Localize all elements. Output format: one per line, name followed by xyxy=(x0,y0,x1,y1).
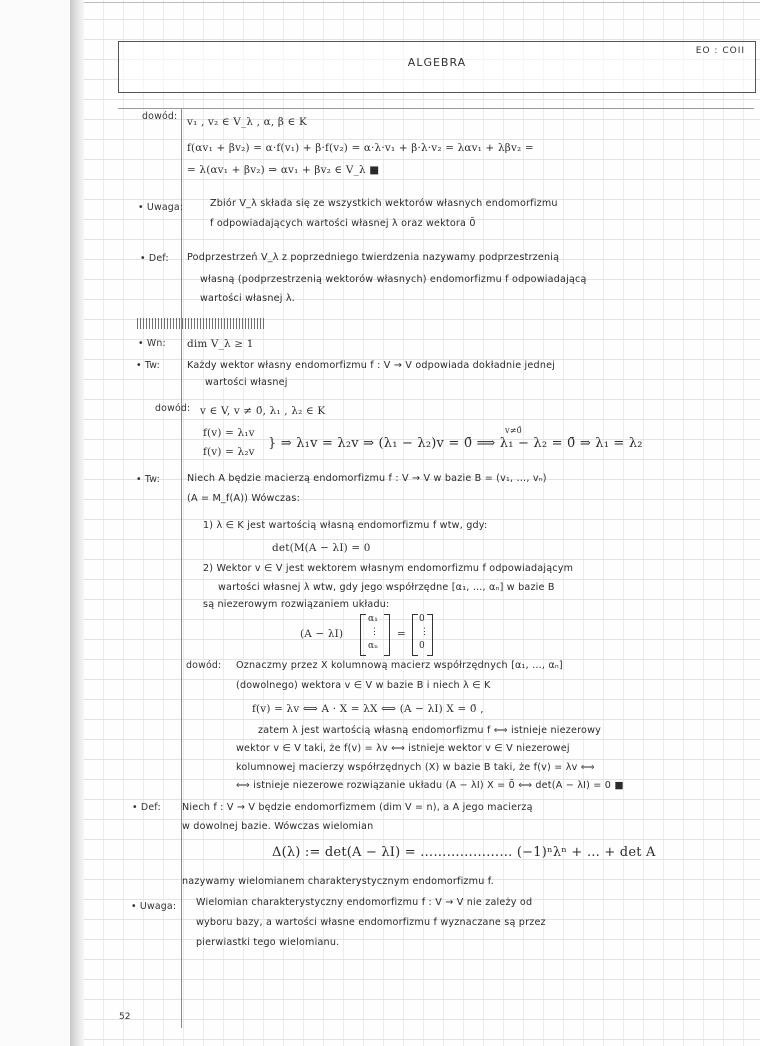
vector-entry-first: α₁ xyxy=(368,614,379,624)
tw2-line2: (A = M_f(A)) Wówczas: xyxy=(187,493,300,504)
def1-line3: wartości własnej λ. xyxy=(200,293,295,304)
proof3-line3: f(v) = λv ⟺ A · X = λX ⟺ (A − λI) X = 0̄ , xyxy=(252,703,484,715)
left-bracket xyxy=(412,614,418,656)
page-title: ALGEBRA xyxy=(407,56,467,69)
header-box xyxy=(118,41,756,93)
def1-line2: własną (podprzestrzenią wektorów własnych) endomorfizmu f odpowiadającą xyxy=(200,274,587,285)
margin-line xyxy=(181,108,182,1028)
proof3-line5: wektor v ∈ V taki, że f(v) = λv ⟺ istnieje wektor v ∈ V niezerowej xyxy=(236,743,570,754)
binding-shadow xyxy=(70,0,84,1046)
zero-entry-last: 0 xyxy=(419,641,425,651)
def2-line1: Niech f : V → V będzie endomorfizmem (dim V = n), a A jego macierzą xyxy=(182,802,533,813)
proof-label: dowód: xyxy=(186,660,222,671)
note1-line1: Zbiór V_λ składa się ze wszystkich wektorów własnych endomorfizmu xyxy=(210,198,558,209)
left-bracket xyxy=(360,614,366,656)
crossed-out-scribble xyxy=(137,318,265,329)
note1-line2: f odpowiadających wartości własnej λ oraz wektora 0̄ xyxy=(210,218,476,229)
matrix-lhs: (A − λI) xyxy=(300,628,344,640)
proof2-sys2: f(v) = λ₂v xyxy=(203,446,255,458)
proof2-chain: } ⇒ λ₁v = λ₂v ⇒ (λ₁ − λ₂)v = 0̄ ⟹ λ₁ − λ₂ = 0̄ ⇒ λ₁ = λ₂ xyxy=(268,436,643,451)
proof1-line1: v₁ , v₂ ∈ V_λ , α, β ∈ K xyxy=(187,116,307,128)
note-label: • Uwaga: xyxy=(138,202,184,213)
proof2-line1: v ∈ V, v ≠ 0̄, λ₁ , λ₂ ∈ K xyxy=(200,405,326,417)
theorem-label: • Tw: xyxy=(136,474,160,485)
def2-line3: nazywamy wielomianem charakterystycznym endomorfizmu f. xyxy=(182,876,494,887)
tw1-line1: Każdy wektor własny endomorfizmu f : V → V odpowiada dokładnie jednej xyxy=(187,360,556,371)
page-number: 52 xyxy=(119,1012,131,1022)
header-code: EO : COII xyxy=(695,46,745,56)
zero-entry-dots: ⋮ xyxy=(420,627,430,637)
vector-entry-dots: ⋮ xyxy=(370,627,380,637)
proof3-line1: Oznaczmy przez X kolumnową macierz współrzędnych [α₁, …, αₙ] xyxy=(236,660,563,671)
proof2-over-arrow: v≠0̄ xyxy=(505,426,522,435)
note2-line1: Wielomian charakterystyczny endomorfizmu f : V → V nie zależy od xyxy=(196,897,533,908)
note-label: • Uwaga: xyxy=(131,901,177,912)
section-top-line xyxy=(118,108,754,109)
equals-sign: = xyxy=(397,628,406,640)
corollary-text: dim V_λ ≥ 1 xyxy=(187,338,254,350)
def2-line2: w dowolnej bazie. Wówczas wielomian xyxy=(182,821,374,832)
tw2-item2-line3: są niezerowym rozwiązaniem układu: xyxy=(203,599,390,610)
tw2-item1-eq: det(M(A − λI) = 0 xyxy=(272,542,371,554)
right-bracket xyxy=(384,614,390,656)
proof-label: dowód: xyxy=(155,403,191,414)
proof1-line2: f(αv₁ + βv₂) = α·f(v₁) + β·f(v₂) = α·λ·v₁ + β·λ·v₂ = λαv₁ + λβv₂ = xyxy=(187,142,534,154)
tw1-line2: wartości własnej xyxy=(205,377,288,388)
definition-label: • Def: xyxy=(140,253,169,264)
tw2-item1: 1) λ ∈ K jest wartością własną endomorfizmu f wtw, gdy: xyxy=(203,520,488,531)
corollary-label: • Wn: xyxy=(138,338,166,349)
right-bracket xyxy=(427,614,433,656)
top-edge-line xyxy=(84,2,760,3)
proof2-sys1: f(v) = λ₁v xyxy=(203,427,255,439)
tw2-line1: Niech A będzie macierzą endomorfizmu f : V → V w bazie B = (v₁, …, vₙ) xyxy=(187,473,547,484)
theorem-label: • Tw: xyxy=(136,360,160,371)
tw2-item2-line2: wartości własnej λ wtw, gdy jego współrzędne [α₁, …, αₙ] w bazie B xyxy=(218,582,555,593)
def1-line1: Podprzestrzeń V_λ z poprzedniego twierdzenia nazywamy podprzestrzenią xyxy=(187,252,560,263)
tw2-item2-line1: 2) Wektor v ∈ V jest wektorem własnym endomorfizmu f odpowiadającym xyxy=(203,563,574,574)
char-polynomial-formula: Δ(λ) := det(A − λI) = ………………… (−1)ⁿλⁿ + … + det A xyxy=(272,845,656,860)
proof3-line2: (dowolnego) wektora v ∈ V w bazie B i niech λ ∈ K xyxy=(236,680,491,691)
proof3-line6: kolumnowej macierzy współrzędnych (X) w bazie B taki, że f(v) = λv ⟺ xyxy=(236,762,595,773)
note2-line2: wyboru bazy, a wartości własne endomorfizmu f wyznaczane są przez xyxy=(196,917,546,928)
proof3-line4: zatem λ jest wartością własną endomorfizmu f ⟺ istnieje niezerowy xyxy=(258,725,601,736)
zero-entry-first: 0 xyxy=(419,614,425,624)
note2-line3: pierwiastki tego wielomianu. xyxy=(196,937,340,948)
vector-entry-last: αₙ xyxy=(368,641,379,651)
proof-label: dowód: xyxy=(142,111,178,122)
proof1-line3: = λ(αv₁ + βv₂) ⇒ αv₁ + βv₂ ∈ V_λ ■ xyxy=(187,164,380,176)
proof3-line7: ⟺ istnieje niezerowe rozwiązanie układu (A − λI) X = 0̄ ⟺ det(A − λI) = 0 ■ xyxy=(236,780,624,791)
definition-label: • Def: xyxy=(132,802,161,813)
